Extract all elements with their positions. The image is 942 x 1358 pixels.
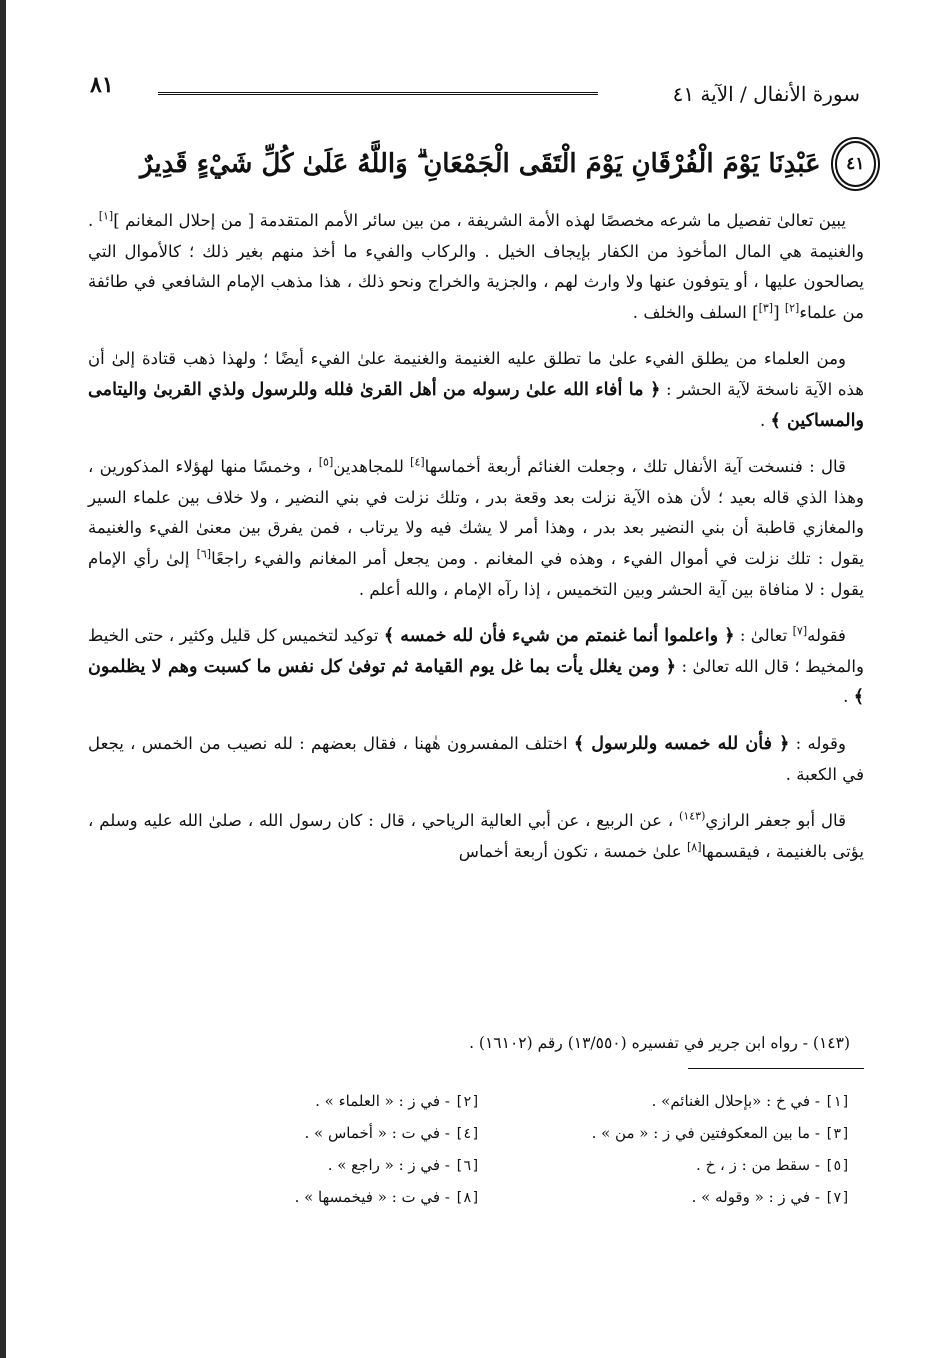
footnote-rule: [688, 1068, 864, 1069]
page-number: ٨١: [90, 72, 114, 98]
footnote: [520, 1188, 850, 1206]
footnote-marker: [١]: [98, 209, 114, 223]
footnote-number: [٨]: [454, 1190, 480, 1206]
footnote-marker: [٣]: [758, 301, 774, 315]
text-run: .: [759, 410, 771, 430]
quran-quote: ﴿ ومن يغلل يأت بما غل يوم القيامة ثم توفىٰ كل نفس ما كسبت وهم لا يظلمون ﴾: [88, 655, 864, 708]
footnote: [520, 1124, 850, 1142]
surah-title: سورة الأنفال / الآية ٤١: [672, 82, 860, 106]
footnote-text: في ت : « فيخمسها » .: [294, 1188, 441, 1206]
footnote: [520, 1092, 850, 1110]
footnote-number: [٧]: [824, 1190, 850, 1206]
quran-quote: ﴿ واعلموا أنما غنمتم من شيء فأن لله خمسه ﴾: [383, 625, 735, 647]
footnote-dash: -: [810, 1188, 825, 1206]
footnote-marker: [٦]: [196, 547, 212, 561]
commentary-body: [88, 206, 864, 883]
text-run: علىٰ خمسة ، تكون أربعة أخماس: [458, 841, 687, 861]
footnote-dash: -: [440, 1156, 455, 1174]
footnote-text: في ز : « راجع » .: [327, 1156, 441, 1174]
text-run: . والغنيمة هي المال المأخوذ من الكفار بإيجاف الخيل . والركاب والفيء ما أخذ منهم بغير ذلك ؛ كالأموال التي يصالحون عليها ، أو يتوفون عنها ولا وارث لهم ، والجزية والخراج ونحو ذلك ، هذا مذهب الإمام الشافعي في طائفة من علماء: [88, 211, 865, 322]
text-run: تعالىٰ :: [734, 626, 793, 646]
footnote-number: [١]: [824, 1094, 850, 1110]
page-header: [90, 72, 860, 122]
text-run: [: [773, 302, 785, 322]
text-run: ومن العلماء من يطلق الفيء علىٰ ما تطلق عليه الغنيمة والغنيمة علىٰ الفيء أيضًا ؛ ولهذا ذهب قتادة إلىٰ أن هذه الآية ناسخة لآية الحشر :: [88, 349, 864, 399]
footnote-marker: [٧]: [792, 624, 808, 638]
footnote-text: في خ : «بإحلال الغنائم» .: [651, 1092, 811, 1110]
ayah-number-medallion: ٤١: [835, 141, 876, 187]
text-run: ، عن الربيع ، عن أبي العالية الرياحي ، قال : كان رسول الله ، صلىٰ الله عليه وسلم ، يؤتى بالغنيمة ، فيقسمها: [88, 811, 864, 861]
paragraph: [88, 806, 864, 867]
footnote-marker: [٥]: [318, 455, 334, 469]
footnote-dash: -: [440, 1188, 455, 1206]
text-run: فقوله: [807, 626, 846, 646]
footnote-marker: [٨]: [686, 840, 702, 854]
footnote: [520, 1156, 850, 1174]
footnote-text: سقط من : ز ، خ .: [696, 1156, 811, 1174]
paragraph: [88, 621, 864, 713]
footnote-dash: -: [810, 1156, 825, 1174]
text-run: اختلف المفسرون هٰهنا ، فقال بعضهم : لله نصيب من الخمس ، يجعل في الكعبة .: [88, 733, 864, 784]
footnote: [150, 1092, 480, 1110]
footnote-dash: -: [810, 1124, 825, 1142]
footnote-marker: (١٤٣): [679, 809, 706, 823]
quran-quote: ﴿ فأن لله خمسه وللرسول ﴾: [573, 732, 790, 754]
paragraph: [88, 729, 864, 790]
text-run: ، وخمسًا منها لهؤلاء المذكورين ، وهذا الذي قاله بعيد ؛ لأن هذه الآية نزلت بعد وقعة بدر ، وتلك نزلت في بني النضير ، ولا خلاف بين علماء السير والمغازي قاطبة أن بني النضير بعد بدر ، وهذا أمر لا يشك فيه ولا يرتاب ، فمن يفرق بين معنىٰ الفيء والغنيمة يقول : تلك نزلت في أموال الفيء ، وهذه في المغانم . ومن يجعل أمر المغانم والفيء راجعًا: [88, 457, 864, 568]
footnote-dash: -: [440, 1092, 455, 1110]
footnote-text: ما بين المعكوفتين في ز : « من » .: [591, 1124, 811, 1142]
quran-quote: ﴿ ما أفاء الله علىٰ رسوله من أهل القرىٰ فلله وللرسول ولذي القربىٰ واليتامى والمساكين ﴾: [88, 378, 864, 431]
footnote-text: في ز : « وقوله » .: [691, 1188, 811, 1206]
text-run: .: [843, 687, 854, 707]
footnote-dash: -: [810, 1092, 825, 1110]
page-edge: [0, 0, 6, 1358]
text-run: للمجاهدين: [333, 457, 411, 477]
footnote: [150, 1156, 480, 1174]
hadith-reference-note: (١٤٣) - رواه ابن جرير في تفسيره (١٣/٥٥٠) رقم (١٦١٠٢) .: [469, 1034, 850, 1052]
footnote-number: [٢]: [454, 1094, 480, 1110]
text-run: ] السلف والخلف .: [632, 302, 759, 322]
footnote-marker: [٢]: [784, 301, 800, 315]
paragraph: [88, 344, 864, 436]
text-run: يبين تعالىٰ تفصيل ما شرعه مخصصًا لهذه الأمة الشريفة ، من بين سائر الأمم المتقدمة [ من إحلال المغانم ]: [113, 211, 846, 230]
paragraph: [88, 206, 864, 328]
text-run: توكيد لتخميس كل قليل وكثير ، حتى الخيط والمخيط ؛ قال الله تعالىٰ :: [88, 626, 864, 676]
paragraph: [88, 452, 864, 605]
footnote-dash: -: [440, 1124, 455, 1142]
text-run: قال أبو جعفر الرازي: [705, 811, 846, 831]
footnote-text: في ز : « العلماء » .: [315, 1092, 441, 1110]
text-run: وقوله :: [789, 733, 846, 753]
footnotes: [150, 1092, 850, 1206]
footnote-text: في ت : « أخماس » .: [304, 1124, 441, 1142]
ayah-text: عَبْدِنَا يَوْمَ الْفُرْقَانِ يَوْمَ الْتَقَى الْجَمْعَانِ ۗ وَاللَّهُ عَلَىٰ كُلِّ شَيْءٍ قَدِيرٌ: [140, 148, 821, 179]
footnote: [150, 1188, 480, 1206]
footnote-marker: [٤]: [410, 455, 425, 469]
footnote-number: [٦]: [454, 1158, 480, 1174]
header-rule: [158, 92, 598, 95]
text-run: قال : فنسخت آية الأنفال تلك ، وجعلت الغنائم أربعة أخماسها: [424, 457, 846, 477]
footnote-number: [٣]: [824, 1126, 850, 1142]
footnote-number: [٥]: [824, 1158, 850, 1174]
footnote-number: [٤]: [454, 1126, 480, 1142]
text-run: إلىٰ رأي الإمام يقول : لا منافاة بين آية الحشر وبين التخميس ، إذا رآه الإمام ، والله أعلم .: [88, 548, 864, 599]
footnote: [150, 1124, 480, 1142]
ayah-banner: [140, 136, 876, 192]
